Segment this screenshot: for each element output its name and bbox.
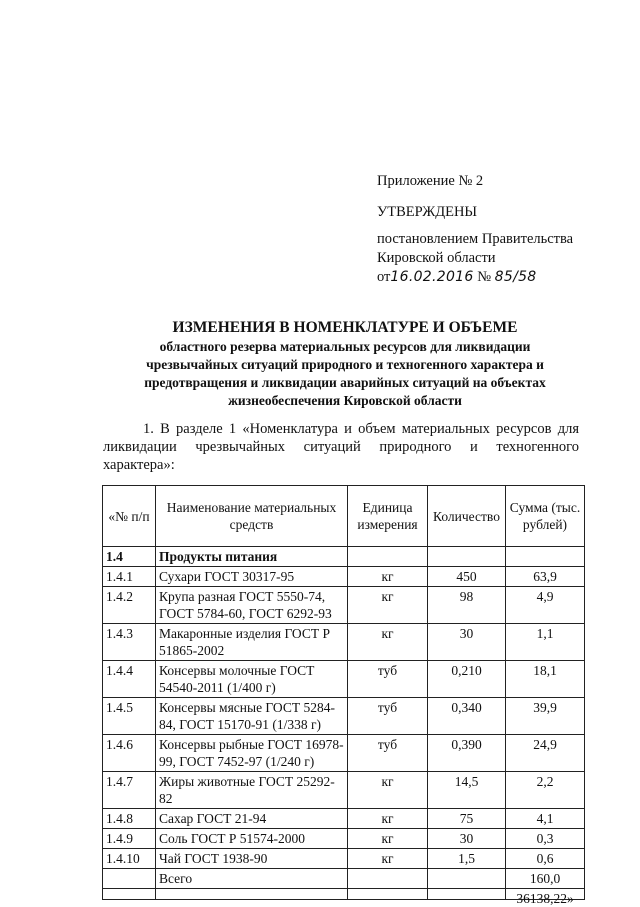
row-qty: 0,390 — [428, 735, 506, 772]
row-qty: 30 — [428, 624, 506, 661]
row-qty: 98 — [428, 587, 506, 624]
row-unit: кг — [348, 849, 428, 869]
partial-code-cell — [103, 889, 156, 900]
table-row — [103, 587, 585, 624]
total-sum: 160,0 — [506, 869, 585, 889]
row-unit: кг — [348, 567, 428, 587]
table-header-row — [103, 486, 585, 547]
document-heading — [100, 318, 590, 410]
partial-sum: 36138,22» — [516, 891, 574, 906]
table-row — [103, 772, 585, 809]
table-row — [103, 849, 585, 869]
section-name: Продукты питания — [156, 547, 348, 567]
table-row — [103, 735, 585, 772]
table-body — [103, 547, 585, 906]
header-unit: Единица измерения — [348, 486, 428, 547]
row-sum: 4,1 — [506, 809, 585, 829]
table-row — [103, 698, 585, 735]
row-sum: 63,9 — [506, 567, 585, 587]
row-sum: 24,9 — [506, 735, 585, 772]
decree-number: 85/58 — [494, 269, 537, 285]
total-row — [103, 869, 585, 889]
row-code: 1.4.6 — [103, 735, 156, 772]
table-row — [103, 624, 585, 661]
row-unit: кг — [348, 624, 428, 661]
decree-prefix: от — [377, 269, 391, 285]
row-code: 1.4.9 — [103, 829, 156, 849]
partial-qty-cell — [428, 889, 506, 900]
row-name: Консервы молочные ГОСТ 54540-2011 (1/400 г) — [156, 661, 348, 698]
row-sum: 0,6 — [506, 849, 585, 869]
row-name: Консервы рыбные ГОСТ 16978-99, ГОСТ 7452-97 (1/240 г) — [156, 735, 348, 772]
section-unit-cell — [348, 547, 428, 567]
section-row — [103, 547, 585, 567]
row-code: 1.4.5 — [103, 698, 156, 735]
row-name: Сухари ГОСТ 30317-95 — [156, 567, 348, 587]
row-qty: 0,340 — [428, 698, 506, 735]
header-qty: Количество — [428, 486, 506, 547]
row-sum: 0,3 — [506, 829, 585, 849]
row-qty: 75 — [428, 809, 506, 829]
total-unit-cell — [348, 869, 428, 889]
row-code: 1.4.8 — [103, 809, 156, 829]
row-unit: кг — [348, 809, 428, 829]
row-unit: туб — [348, 698, 428, 735]
row-code: 1.4.7 — [103, 772, 156, 809]
row-code: 1.4.10 — [103, 849, 156, 869]
header-num: «№ п/п — [103, 486, 156, 547]
total-label: Всего — [156, 869, 348, 889]
decree-date-line — [377, 268, 617, 287]
row-unit: кг — [348, 829, 428, 849]
row-qty: 0,210 — [428, 661, 506, 698]
row-code: 1.4.2 — [103, 587, 156, 624]
section-sum-cell — [506, 547, 585, 567]
row-sum: 39,9 — [506, 698, 585, 735]
row-unit: туб — [348, 661, 428, 698]
row-unit: туб — [348, 735, 428, 772]
row-unit: кг — [348, 772, 428, 809]
row-sum: 2,2 — [506, 772, 585, 809]
row-name: Крупа разная ГОСТ 5550-74, ГОСТ 5784-60, ГОСТ 6292-93 — [156, 587, 348, 624]
row-unit: кг — [348, 587, 428, 624]
decree-date: 16.02.2016 — [390, 269, 474, 285]
partial-name-cell — [156, 889, 348, 900]
row-sum: 4,9 — [506, 587, 585, 624]
row-qty: 450 — [428, 567, 506, 587]
table-row — [103, 567, 585, 587]
section-code: 1.4 — [103, 547, 156, 567]
header-name: Наименование материальных средств — [156, 486, 348, 547]
resources-table-container — [102, 485, 584, 906]
table-row — [103, 661, 585, 698]
decree-line-2: Кировской области — [377, 250, 496, 266]
appendix-number: Приложение № 2 — [377, 173, 484, 189]
row-code: 1.4.4 — [103, 661, 156, 698]
header-sum: Сумма (тыс. рублей) — [506, 486, 585, 547]
row-sum: 18,1 — [506, 661, 585, 698]
partial-row — [103, 889, 585, 900]
table-row — [103, 809, 585, 829]
row-code: 1.4.1 — [103, 567, 156, 587]
approved-label: УТВЕРЖДЕНЫ — [377, 204, 478, 220]
decree-number-sign: № — [477, 269, 492, 285]
row-name: Жиры животные ГОСТ 25292-82 — [156, 772, 348, 809]
row-qty: 14,5 — [428, 772, 506, 809]
section-qty-cell — [428, 547, 506, 567]
total-qty-cell — [428, 869, 506, 889]
row-code: 1.4.3 — [103, 624, 156, 661]
row-sum: 1,1 — [506, 624, 585, 661]
row-name: Чай ГОСТ 1938-90 — [156, 849, 348, 869]
row-qty: 30 — [428, 829, 506, 849]
intro-paragraph: 1. В разделе 1 «Номенклатура и объем материальных ресурсов для ликвидации чрезвычайных ситуаций природного и техногенного характера»: — [103, 421, 579, 473]
row-name: Консервы мясные ГОСТ 5284-84, ГОСТ 15170-91 (1/338 г) — [156, 698, 348, 735]
row-qty: 1,5 — [428, 849, 506, 869]
partial-sum-cell — [506, 889, 585, 906]
row-name: Сахар ГОСТ 21-94 — [156, 809, 348, 829]
total-code-cell — [103, 869, 156, 889]
heading-subtitle: областного резерва материальных ресурсов для ликвидации чрезвычайных ситуаций природного и техногенного характера и предотвращения и ликвидации аварийных ситуаций на объектах жизнеобеспечения Кировской области — [144, 339, 546, 408]
resources-table — [102, 485, 585, 906]
decree-line-1: постановлением Правительства — [377, 231, 574, 247]
table-row — [103, 829, 585, 849]
approval-block — [377, 172, 617, 287]
heading-title: ИЗМЕНЕНИЯ В НОМЕНКЛАТУРЕ И ОБЪЕМЕ — [172, 319, 518, 336]
partial-unit-cell — [348, 889, 428, 900]
row-name: Соль ГОСТ Р 51574-2000 — [156, 829, 348, 849]
row-name: Макаронные изделия ГОСТ Р 51865-2002 — [156, 624, 348, 661]
